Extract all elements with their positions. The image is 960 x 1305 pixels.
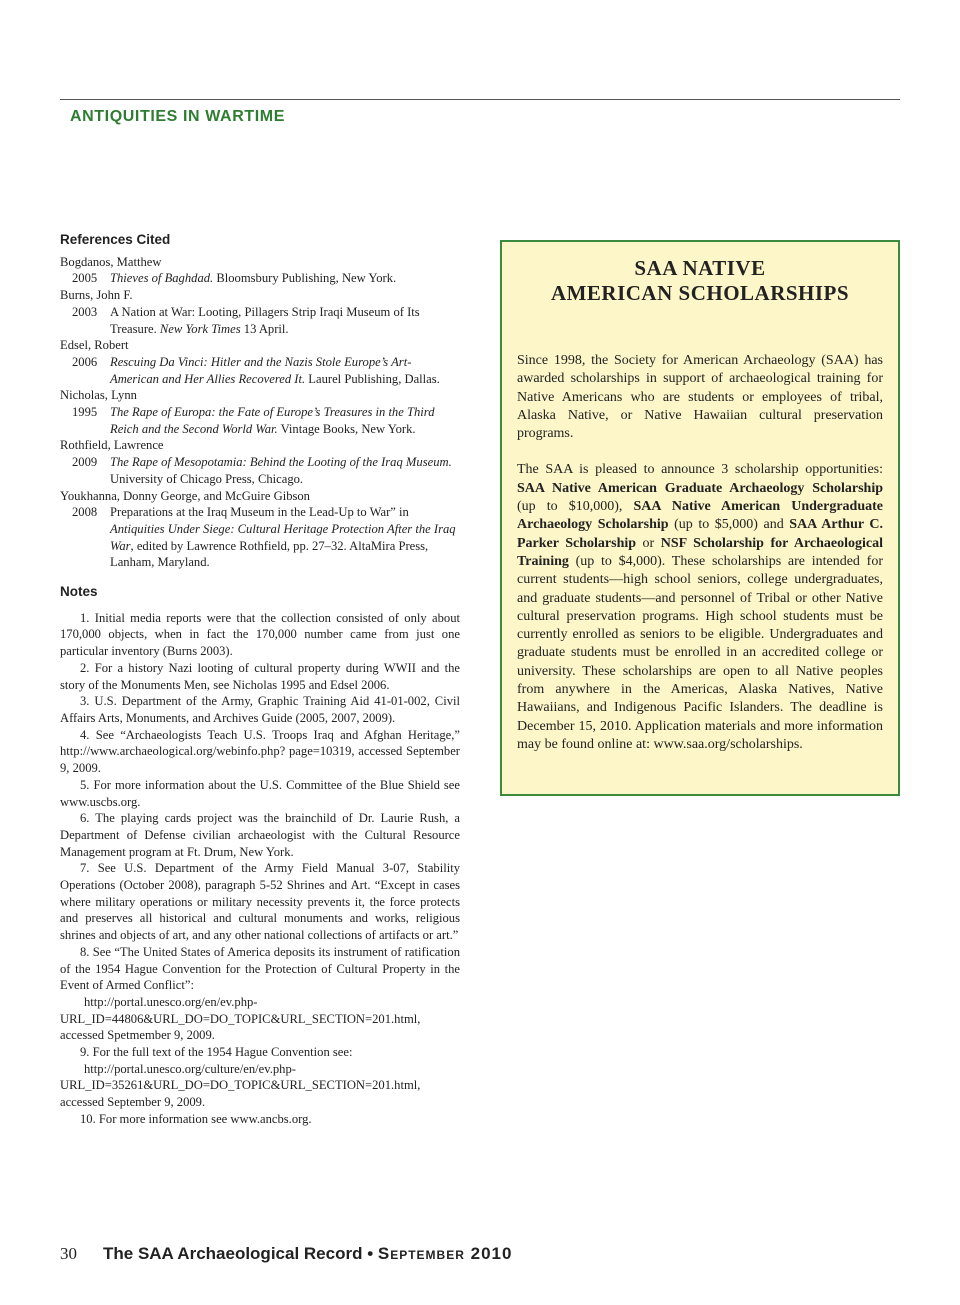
reference-entry [60,504,460,571]
footer-separator: • [362,1244,378,1263]
note-item: 8. See “The United States of America deposits its instrument of ratification of the 1954 Hague Convention for the Protection of Cultural Property in the Event of Armed Conflict”: [60,944,460,993]
sidebar-title-line-2: AMERICAN SCHOLARSHIPS [550,281,850,305]
reference-author: Nicholas, Lynn [60,388,137,403]
reference-title: Thieves of Baghdad. [110,271,214,286]
reference-title: New York Times [159,321,241,336]
reference-year: 2003 [72,304,98,319]
sidebar-title [517,256,883,306]
note-item: 5. For more information about the U.S. Committee of the Blue Shield see www.uscbs.org. [60,777,460,809]
scholarship-sidebar [500,240,900,796]
references-list [60,254,460,571]
sidebar-body [517,352,883,754]
reference-title: Antiquities Under Siege: Cultural Heritage Protection After the Iraq War [110,521,456,553]
sidebar-paragraph-2 [517,461,883,754]
p2-text-a: The SAA is pleased to announce 3 scholarship opportunities: [517,462,883,478]
note-10: 10. For more information see www.ancbs.org. [80,1111,312,1126]
sidebar-paragraph-1: Since 1998, the Society for American Archaeology (SAA) has awarded scholarships in support of archaeological training for Native Americans who are students or employees of tribal, Alaska Native, or Native Hawaiian cultural preservation programs. [517,353,883,442]
note-9-url [60,1061,460,1111]
note-item: 7. See U.S. Department of the Army Field Manual 3-07, Stability Operations (October 2008), paragraph 5-52 Shrines and Art. “Except in cases where military operations or military necessity prevents it, the force protects and preserves all historical and cultural monuments and works, religious shrines and objects of art, and any other national collections of artifacts or art.” [60,861,460,943]
reference-year: 1995 [72,405,98,420]
page-number: 30 [60,1244,77,1263]
reference-text [110,504,460,571]
reference-author: Youkhanna, Donny George, and McGuire Gibson [60,488,310,503]
notes-heading: Notes [60,584,98,600]
reference-text-after: University of Chicago Press, Chicago. [110,471,304,486]
reference-author: Rothfield, Lawrence [60,438,164,453]
note-item: 4. See “Archaeologists Teach U.S. Troops Iraq and Afghan Heritage,” http://www.archaeological.org/webinfo.php? page=10319, accessed September 9, 2009. [60,727,460,776]
references-heading: References Cited [60,232,171,247]
graduate-scholarship-name: SAA Native American Graduate Archaeology Scholarship [517,480,883,496]
reference-entry [60,404,460,437]
reference-text-before: A Nation at War: Looting, Pillagers Strip Iraqi Museum of Its Treasure. [110,304,420,336]
sidebar-title-line-1: SAA NATIVE [634,256,766,280]
reference-text-before: Preparations at the Iraq Museum in the Lead-Up to War” in [110,505,409,520]
note-8-url-first: http://portal.unesco.org/en/ev.php- [84,994,258,1009]
reference-entry [60,354,460,387]
reference-text-after: Vintage Books, New York. [277,421,416,436]
reference-author: Bogdanos, Matthew [60,254,162,269]
reference-text-after: 13 April. [240,321,289,336]
section-title: ANTIQUITIES IN WARTIME [70,108,285,125]
issue-date: September 2010 [377,1244,513,1263]
reference-text [110,454,460,487]
p2-text-e: (up to $5,000) and [668,517,790,533]
reference-year: 2009 [72,455,98,470]
publication-name: The SAA Archaeological Record [103,1244,363,1263]
reference-year: 2006 [72,354,98,369]
notes-list [60,610,460,994]
reference-text-after: , edited by Lawrence Rothfield, pp. 27–32. AltaMira Press, Lanham, Maryland. [110,538,429,570]
note-item: 1. Initial media reports were that the collection consisted of only about 170,000 objects, when in fact the 170,000 number came from just one particular inventory (Burns 2003). [60,610,460,659]
reference-title: The Rape of Europa: the Fate of Europe’s Treasures in the Third Reich and the Second World War. [110,405,435,436]
reference-author: Burns, John F. [60,288,133,303]
nsf-scholarship-name: NSF Scholarship for Archaeological Training [517,535,884,569]
reference-title: The Rape of Mesopotamia: Behind the Looting of the Iraq Museum. [110,455,452,470]
note-9-url-rest: URL_ID=35261&URL_DO=DO_TOPIC&URL_SECTION=201.html, accessed September 9, 2009. [60,1078,421,1110]
reference-text [110,270,460,287]
note-item: 3. U.S. Department of the Army, Graphic Training Aid 41-01-002, Civil Affairs Arts, Monuments, and Archives Guide (2005, 2007, 2009). [60,694,460,725]
p2-text-c: (up to $10,000), [517,499,634,515]
parker-scholarship-name: SAA Arthur C. Parker Scholarship [517,517,883,551]
note-item: 2. For a history Nazi looting of cultural property during WWII and the story of the Monuments Men, see Nicholas 1995 and Edsel 2006. [60,660,460,692]
note-9-url-first: http://portal.unesco.org/culture/en/ev.php- [84,1061,296,1076]
reference-entry [60,304,460,337]
reference-title: Rescuing Da Vinci: Hitler and the Nazis Stole Europe’s Art-American and Her Allies Recovered It. [110,354,412,386]
note-item: 6. The playing cards project was the brainchild of Dr. Laurie Rush, a Department of Defense civilian archaeologist with the Cultural Resource Management program at Ft. Drum, New York. [60,811,460,859]
note-8-url [60,994,460,1044]
note-8-url-rest: URL_ID=44806&URL_DO=DO_TOPIC&URL_SECTION=201.html, accessed Spetmember 9, 2009. [60,1011,421,1043]
p2-text-g: or [636,535,661,551]
reference-author: Edsel, Robert [60,338,129,353]
reference-entry [60,270,460,287]
reference-text [110,354,460,387]
note-9: 9. For the full text of the 1954 Hague Convention see: [80,1045,353,1060]
undergraduate-scholarship-name: SAA Native American Undergraduate Archaeology Scholarship [517,499,884,533]
reference-year: 2005 [72,271,98,286]
reference-text-after: Laurel Publishing, Dallas. [305,371,440,386]
p2-text-i: (up to $4,000). These scholarships are intended for current students—high school seniors, college undergraduates, and graduate students—and personnel of Tribal or other Native cultural preservation programs. High school students must be currently enrolled as seniors to be eligible. Undergraduates and graduate students must be enrolled in an accredited college or university. These scholarships are open to all Native peoples from anywhere in the Americas, Alaska Natives, Native Hawaiians, and Indigenous Pacific Islanders. The deadline is December 15, 2010. Application materials and more information may be found online at: www.saa.org/scholarships. [517,553,883,752]
top-rule [60,99,900,100]
reference-text-after: Bloomsbury Publishing, New York. [213,271,397,286]
reference-text [110,304,460,337]
reference-text [110,404,460,437]
page-footer [60,1244,512,1264]
reference-year: 2008 [72,505,98,520]
left-column [60,232,460,1128]
reference-entry [60,454,460,487]
